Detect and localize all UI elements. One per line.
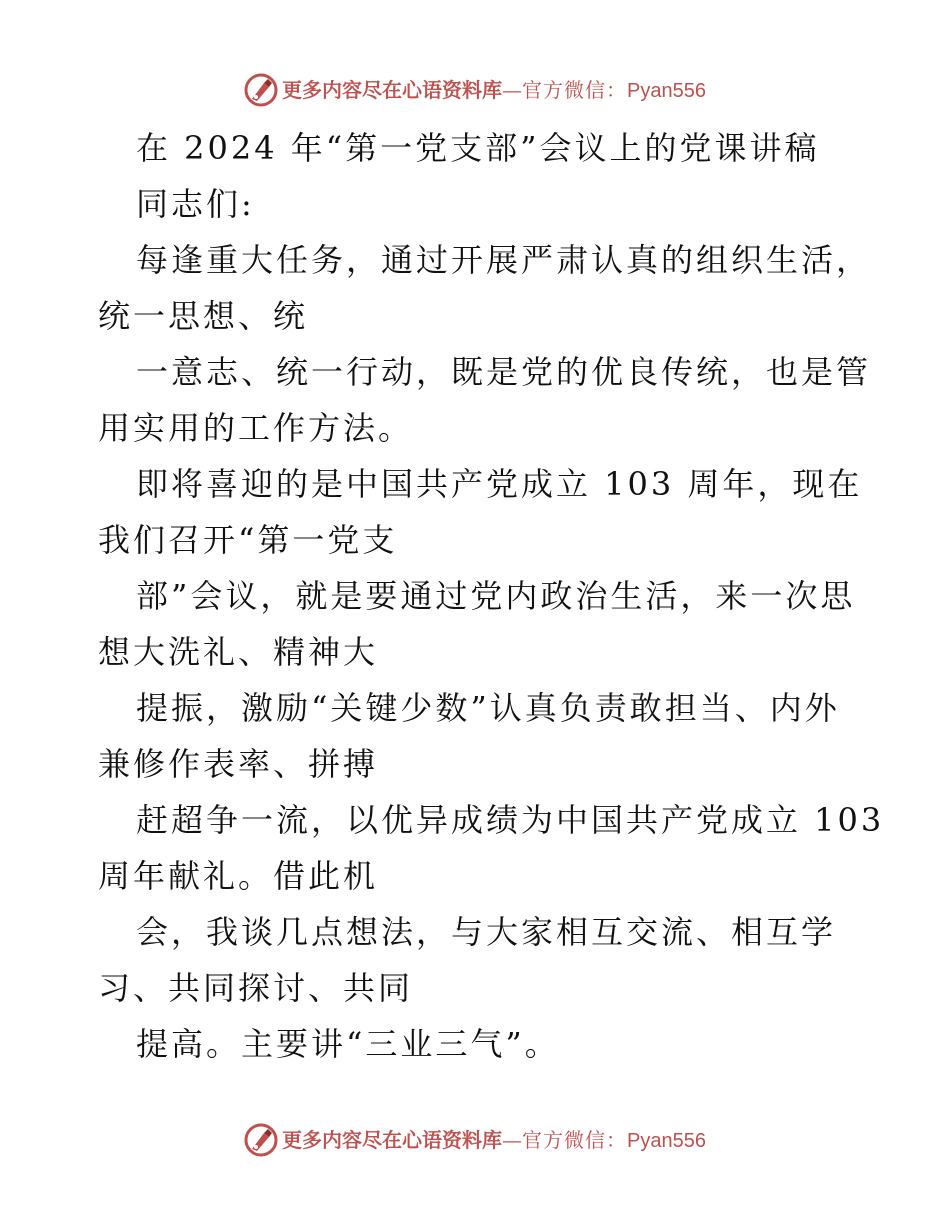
pen-logo-icon — [244, 73, 278, 107]
footer-banner — [0, 1120, 950, 1160]
salutation: 同志们: — [136, 185, 255, 223]
paragraph-line: 部”会议，就是要通过党内政治生活，来一次思 — [136, 577, 856, 615]
paragraph-line: 想大洗礼、精神大 — [98, 633, 379, 671]
paragraph-line: 会，我谈几点想法，与大家相互交流、相互学 — [136, 913, 837, 951]
footer-wechat-id: Pyan556 — [627, 1129, 706, 1152]
document-body — [98, 120, 885, 1072]
paragraph-line: 提振，激励“关键少数”认真负责敢担当、内外 — [136, 689, 840, 727]
paragraph-line: 我们召开“第一党支 — [98, 521, 398, 559]
header-banner-text — [282, 70, 706, 111]
paragraph-line: 统一思想、统 — [98, 297, 309, 335]
footer-banner-content — [244, 1120, 706, 1161]
footer-dash: — — [502, 1127, 523, 1152]
header-wechat-id: Pyan556 — [627, 79, 706, 102]
paragraph-line: 提高。主要讲“三业三气”。 — [136, 1025, 560, 1063]
footer-banner-text — [282, 1120, 706, 1161]
footer-wechat-label: 官方微信： — [522, 1127, 628, 1152]
document-title: 在 2024 年“第一党支部”会议上的党课讲稿 — [136, 129, 820, 167]
paragraph-line: 一意志、统一行动，既是党的优良传统，也是管 — [136, 353, 872, 391]
paragraph-line: 每逢重大任务，通过开展严肃认真的组织生活， — [136, 241, 872, 279]
header-dash: — — [502, 77, 523, 102]
paragraph-line: 用实用的工作方法。 — [98, 409, 414, 447]
header-banner — [0, 70, 950, 110]
header-library-text: 更多内容尽在心语资料库 — [282, 77, 503, 102]
paragraph-line: 兼修作表率、拼搏 — [98, 745, 379, 783]
header-wechat-label: 官方微信： — [522, 77, 628, 102]
header-banner-content — [244, 70, 706, 111]
paragraph-line: 即将喜迎的是中国共产党成立 103 周年，现在 — [136, 465, 863, 503]
paragraph-line: 赶超争一流，以优异成绩为中国共产党成立 103 — [136, 801, 885, 839]
paragraph-line: 习、共同探讨、共同 — [98, 969, 414, 1007]
paragraph-line: 周年献礼。借此机 — [98, 857, 379, 895]
footer-library-text: 更多内容尽在心语资料库 — [282, 1127, 503, 1152]
pen-logo-icon — [244, 1123, 278, 1157]
